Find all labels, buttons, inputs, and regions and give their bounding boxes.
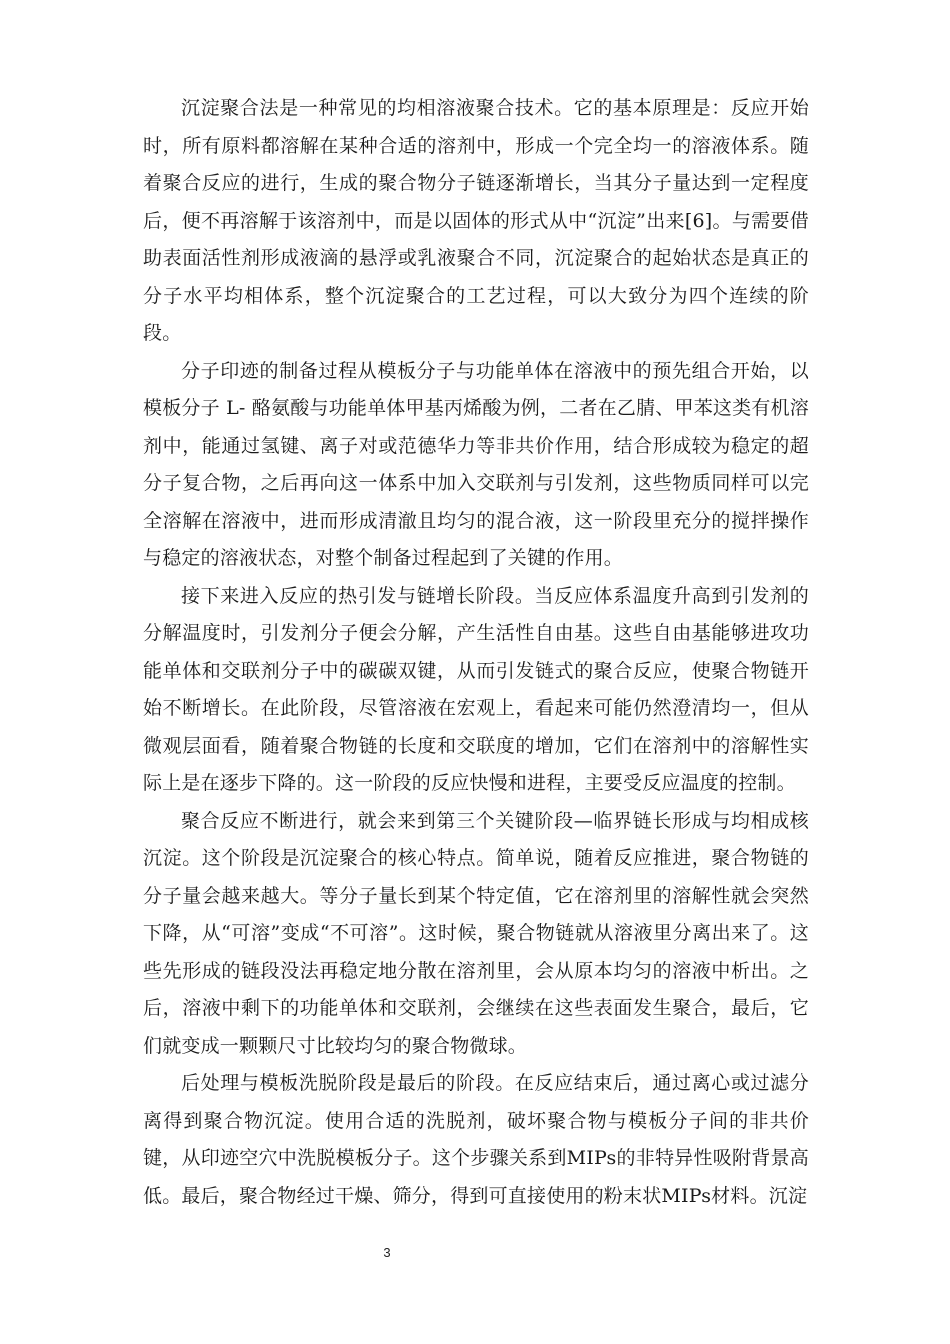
paragraph-precipitation-intro: 沉淀聚合法是一种常见的均相溶液聚合技术。它的基本原理是：反应开始时，所有原料都溶解在某种合适的溶剂中，形成一个完全均一的溶液体系。随着聚合反应的进行，生成的聚合物分子链逐渐增长，当其分子量达到一定程度后，便不再溶解于该溶剂中，而是以固体的形式从中“沉淀”出来[6]。与需要借助表面活性剂形成液滴的悬浮或乳液聚合不同，沉淀聚合的起始状态是真正的分子水平均相体系，整个沉淀聚合的工艺过程，可以大致分为四个连续的阶段。 (143, 97, 809, 344)
paragraph-prepolymerization-stage: 分子印迹的制备过程从模板分子与功能单体在溶液中的预先组合开始，以模板分子 L- 酪氨酸与功能单体甲基丙烯酸为例，二者在乙腈、甲苯这类有机溶剂中，能通过氢键、离子对或范德华力等非共价作用，结合形成较为稳定的超分子复合物，之后再向这一体系中加入交联剂与引发剂，这些物质同样可以完全溶解在溶液中，进而形成清澈且均匀的混合液，这一阶段里充分的搅拌操作与稳定的溶液状态，对整个制备过程起到了关键的作用。 (143, 359, 809, 569)
page-number: 3 (383, 1245, 391, 1260)
paragraph-template-elution-stage: 后处理与模板洗脱阶段是最后的阶段。在反应结束后，通过离心或过滤分离得到聚合物沉淀。使用合适的洗脱剂，破坏聚合物与模板分子间的非共价键，从印迹空穴中洗脱模板分子。这个步骤关系到MIPs的非特异性吸附背景高低。最后，聚合物经过干燥、筛分，得到可直接使用的粉末状MIPs材料。沉淀 (143, 1072, 809, 1207)
document-body (143, 90, 809, 1215)
paragraph-initiation-stage: 接下来进入反应的热引发与链增长阶段。当反应体系温度升高到引发剂的分解温度时，引发剂分子便会分解，产生活性自由基。这些自由基能够进攻功能单体和交联剂分子中的碳碳双键，从而引发链式的聚合反应，使聚合物链开始不断增长。在此阶段，尽管溶液在宏观上，看起来可能仍然澄清均一，但从微观层面看，随着聚合物链的长度和交联度的增加，它们在溶剂中的溶解性实际上是在逐步下降的。这一阶段的反应快慢和进程，主要受反应温度的控制。 (143, 584, 809, 794)
paragraph-nucleation-stage: 聚合反应不断进行，就会来到第三个关键阶段—临界链长形成与均相成核沉淀。这个阶段是沉淀聚合的核心特点。简单说，随着反应推进，聚合物链的分子量会越来越大。等分子量长到某个特定值，它在溶剂里的溶解性就会突然下降，从“可溶”变成“不可溶”。这时候，聚合物链就从溶液里分离出来了。这些先形成的链段没法再稳定地分散在溶剂里，会从原本均匀的溶液中析出。之后，溶液中剩下的功能单体和交联剂，会继续在这些表面发生聚合，最后，它们就变成一颗颗尺寸比较均匀的聚合物微球。 (143, 809, 809, 1057)
